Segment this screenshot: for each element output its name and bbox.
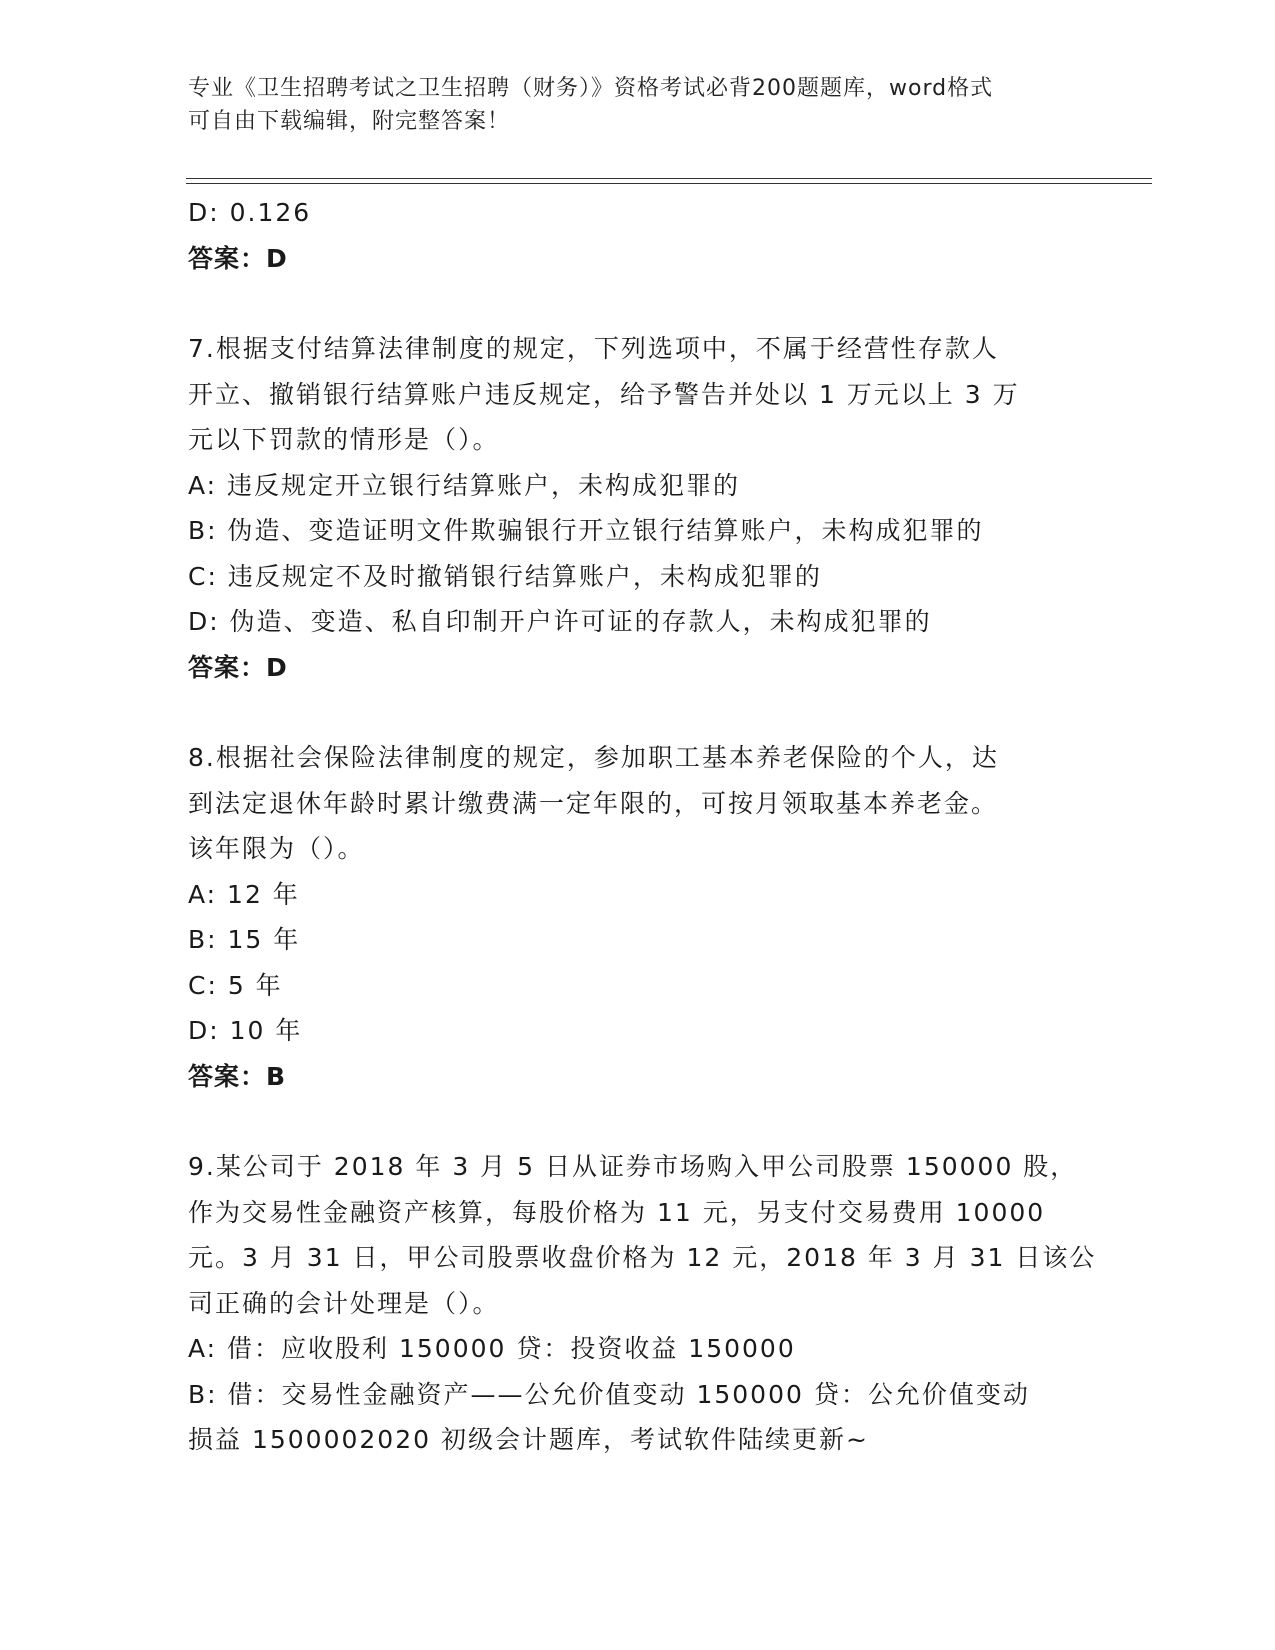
answer: 答案：B: [188, 1061, 287, 1091]
question-6-tail: [188, 190, 1088, 281]
question-text-line: 司正确的会计处理是（）。: [188, 1288, 500, 1318]
question-text-line: 元。3 月 31 日，甲公司股票收盘价格为 12 元，2018 年 3 月 31 日该公: [188, 1243, 1097, 1272]
question-9: [188, 1144, 1097, 1463]
question-text-line: 作为交易性金融资产核算，每股价格为 11 元，另支付交易费用 10000: [188, 1197, 1046, 1227]
answer: 答案：D: [188, 652, 288, 682]
header-divider-bottom: [186, 183, 1152, 184]
option-d: D: 伪造、变造、私自印制开户许可证的存款人，未构成犯罪的: [188, 607, 932, 636]
option-b: B: 15 年: [188, 925, 301, 954]
option-b: B: 借：交易性金融资产——公允价值变动 150000 贷：公允价值变动: [188, 1379, 1030, 1409]
option-a: A: 违反规定开立银行结算账户，未构成犯罪的: [188, 470, 741, 500]
option-a: A: 12 年: [188, 879, 300, 909]
question-text-line: 8.根据社会保险法律制度的规定，参加职工基本养老保险的个人，达: [188, 743, 999, 772]
option-d: D: 0.126: [188, 198, 312, 227]
option-b: B: 伪造、变造证明文件欺骗银行开立银行结算账户，未构成犯罪的: [188, 516, 984, 545]
question-text-line: 元以下罚款的情形是（）。: [188, 425, 500, 454]
spacer: [188, 690, 1088, 735]
question-text-line: 到法定退休年龄时累计缴费满一定年限的，可按月领取基本养老金。: [188, 788, 999, 818]
question-7: [188, 326, 1088, 690]
page-header: [188, 72, 1088, 138]
option-d: D: 10 年: [188, 1016, 303, 1045]
question-text-line: 7.根据支付结算法律制度的规定，下列选项中，不属于经营性存款人: [188, 334, 999, 363]
header-title-line-2: 可自由下载编辑，附完整答案！: [188, 109, 511, 134]
spacer: [188, 281, 1088, 326]
option-c: C: 违反规定不及时撤销银行结算账户，未构成犯罪的: [188, 561, 822, 591]
question-8: [188, 735, 1088, 1099]
option-a: A: 借：应收股利 150000 贷：投资收益 150000: [188, 1334, 796, 1363]
header-title-line-1: 专业《卫生招聘考试之卫生招聘（财务）》资格考试必背200题题库，word格式: [188, 76, 994, 101]
option-c: C: 5 年: [188, 970, 283, 1000]
spacer: [188, 1099, 1088, 1144]
question-text-line: 该年限为（）。: [188, 834, 365, 863]
answer: 答案：D: [188, 243, 288, 273]
question-text-line: 开立、撤销银行结算账户违反规定，给予警告并处以 1 万元以上 3 万: [188, 379, 1020, 409]
header-divider-top: [186, 178, 1152, 179]
option-b-continued: 损益 1500002020 初级会计题库，考试软件陆续更新~: [188, 1425, 869, 1454]
document-body: [188, 190, 1097, 1463]
question-text-line: 9.某公司于 2018 年 3 月 5 日从证券市场购入甲公司股票 150000 股，: [188, 1152, 1078, 1181]
